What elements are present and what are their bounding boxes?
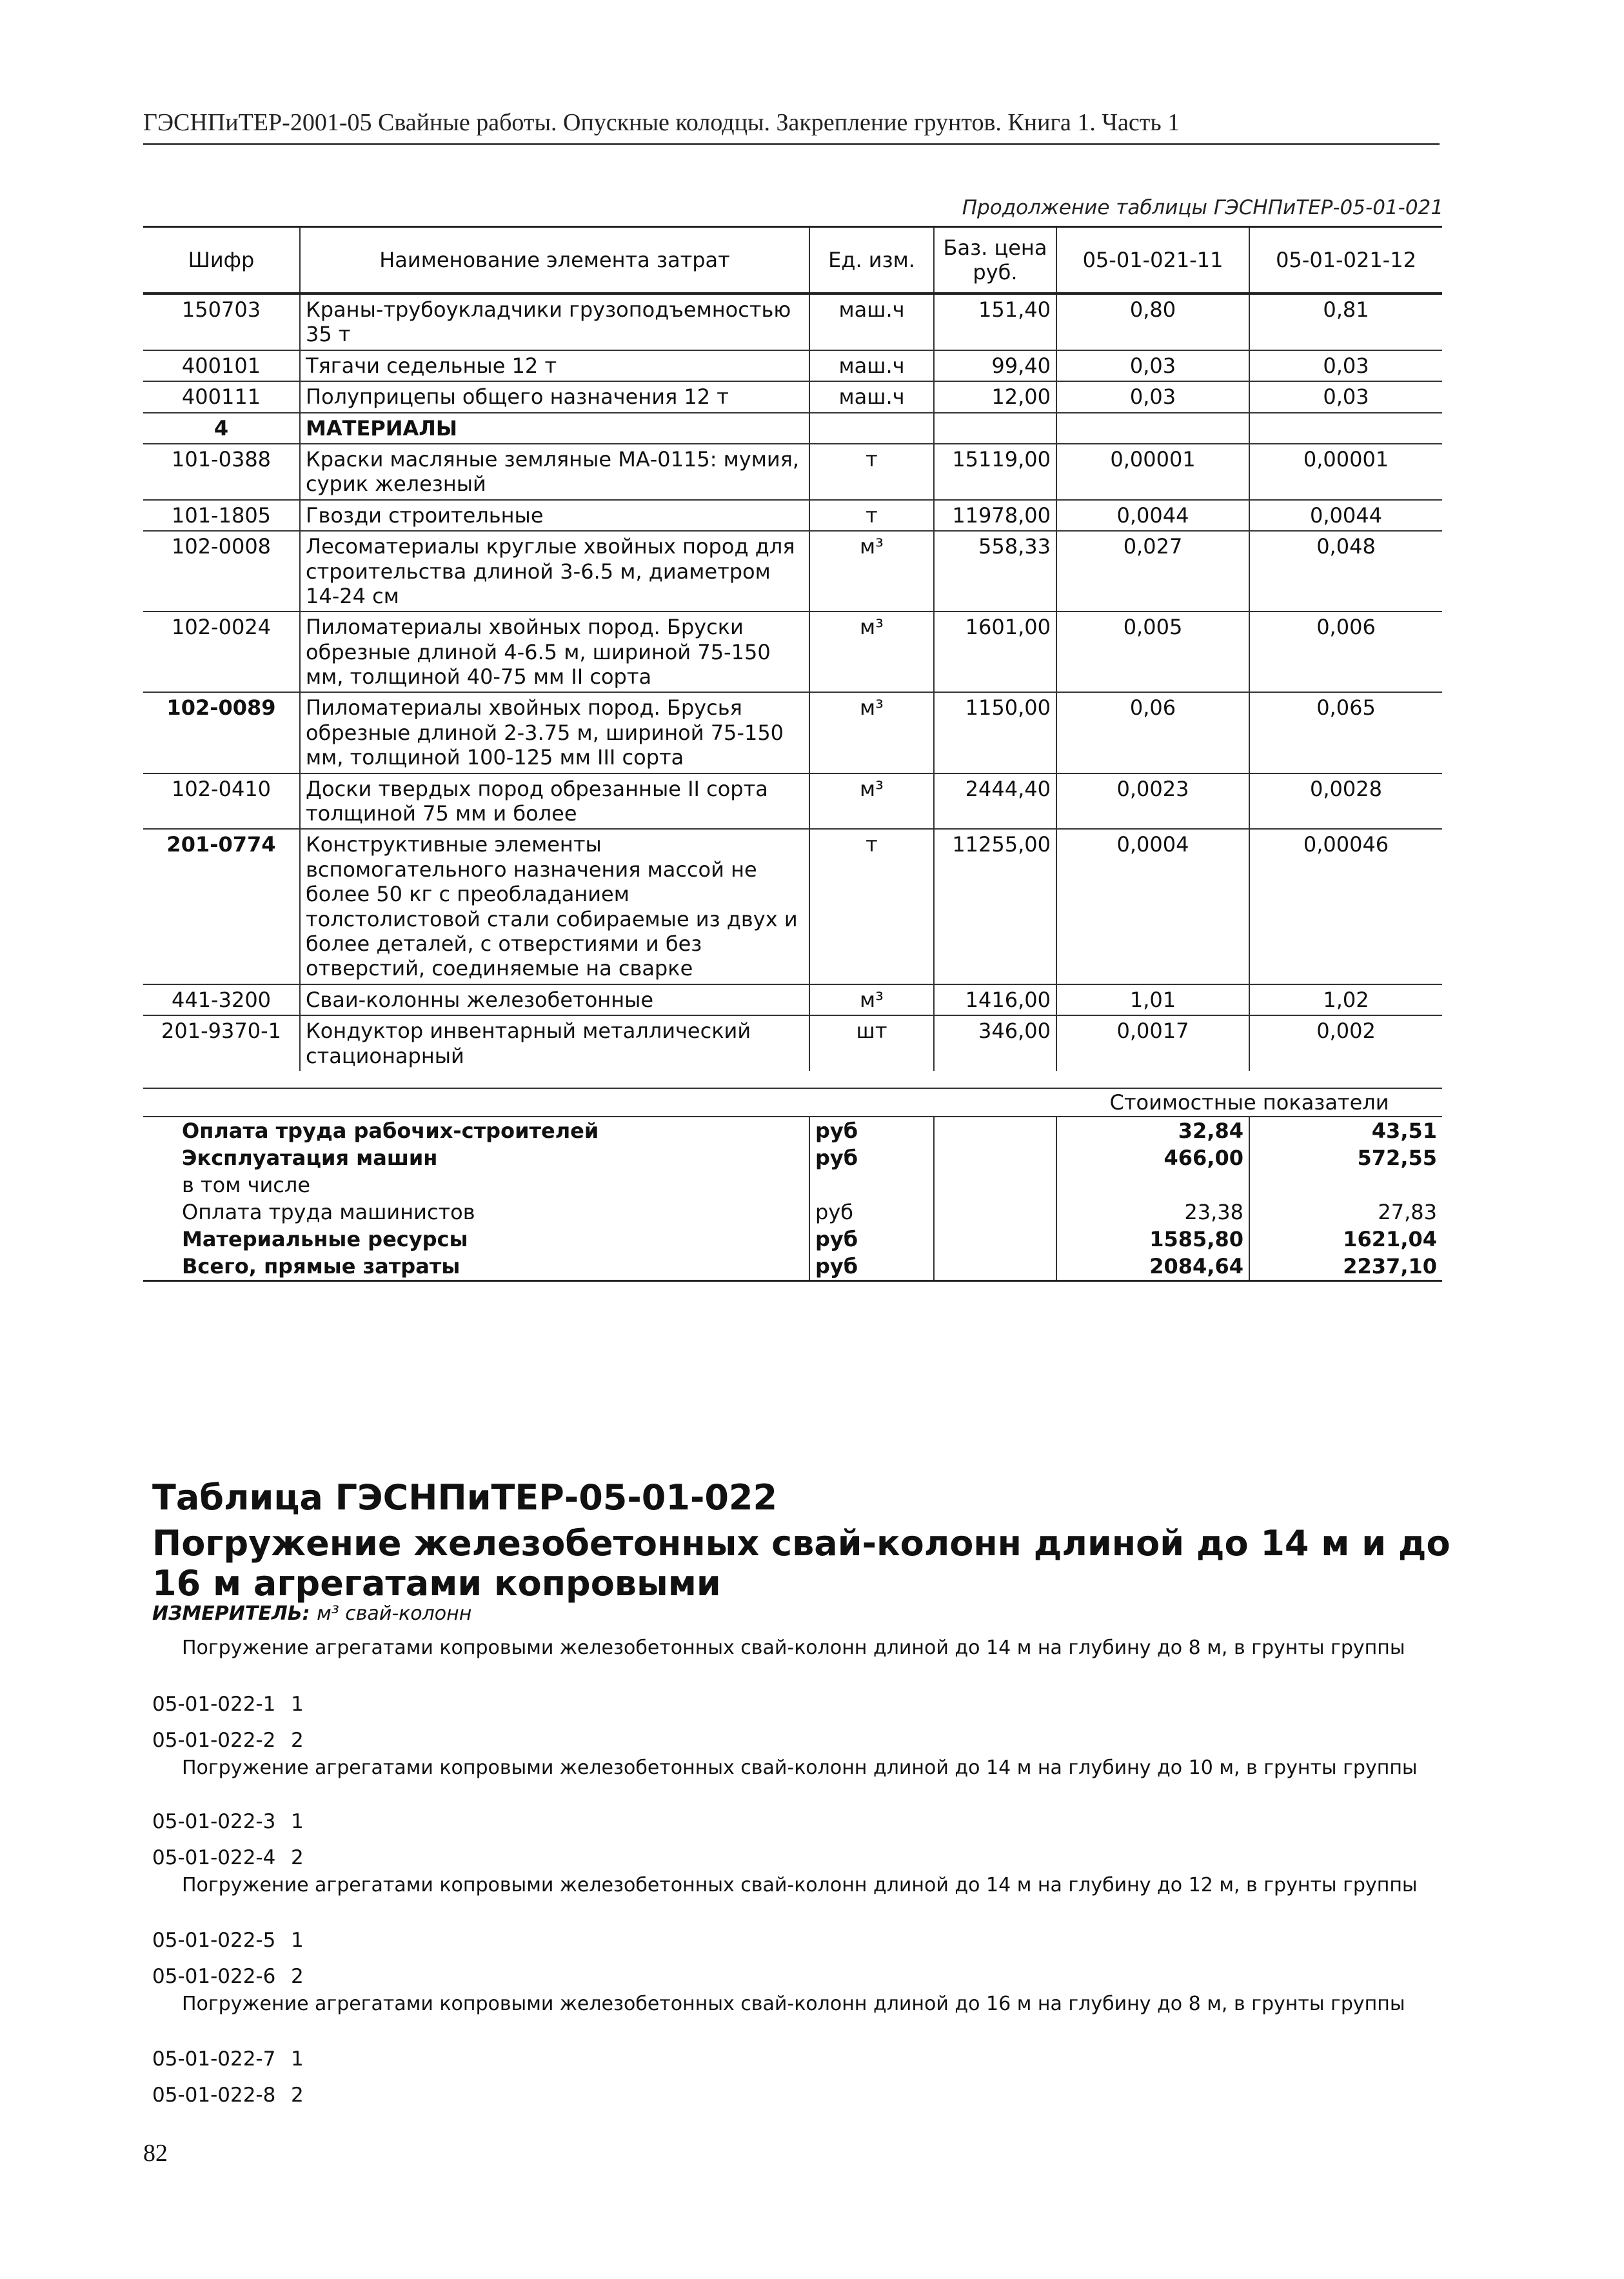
col-header-name: Наименование элемента затрат xyxy=(300,227,809,294)
cell-code: 101-0388 xyxy=(143,444,300,500)
cost-value-11: 466,00 xyxy=(1056,1144,1249,1171)
resource-table xyxy=(143,226,1442,1282)
meter-label: ИЗМЕРИТЕЛЬ: xyxy=(152,1602,310,1625)
table-row xyxy=(143,350,1442,381)
cell-norm-11: 0,00001 xyxy=(1056,444,1249,500)
cost-unit: руб xyxy=(809,1117,934,1144)
group-description: Погружение агрегатами копровыми железобетонных свай-колонн длиной до 16 м на глубину до 8 м, в грунты группы xyxy=(182,1993,1405,2015)
cell-norm-11: 1,01 xyxy=(1056,984,1249,1015)
cell-norm-12: 0,0028 xyxy=(1249,773,1442,830)
cost-row xyxy=(143,1171,1442,1199)
cell-norm-12: 0,002 xyxy=(1249,1015,1442,1071)
page-number: 82 xyxy=(143,2140,168,2167)
cell-price: 558,33 xyxy=(934,531,1056,612)
cell-code: 102-0410 xyxy=(143,773,300,830)
table-row xyxy=(143,294,1442,350)
list-item xyxy=(152,1846,304,1869)
cell-code: 102-0089 xyxy=(143,692,300,773)
table-row xyxy=(143,984,1442,1015)
cell-unit: т xyxy=(809,829,934,984)
cost-row-total xyxy=(143,1253,1442,1281)
cell-name: Пиломатериалы хвойных пород. Брусья обрезные длиной 2-3.75 м, шириной 75-150 мм, толщиной 100-125 мм III сорта xyxy=(300,692,809,773)
cell-norm-12: 0,0044 xyxy=(1249,500,1442,531)
cost-value-12: 43,51 xyxy=(1371,1119,1437,1144)
cell-name: Лесоматериалы круглые хвойных пород для строительства длиной 3-6.5 м, диаметром 14-24 см xyxy=(300,531,809,612)
cost-row xyxy=(143,1144,1442,1171)
cell-code: 441-3200 xyxy=(143,984,300,1015)
norm-code: 05-01-022-8 xyxy=(152,2084,276,2107)
section-title: МАТЕРИАЛЫ xyxy=(300,413,809,444)
cell-name: Кондуктор инвентарный металлический стационарный xyxy=(300,1015,809,1071)
group-description: Погружение агрегатами копровыми железобетонных свай-колонн длиной до 14 м на глубину до 8 м, в грунты группы xyxy=(182,1637,1405,1659)
cost-label: Оплата труда рабочих-строителей xyxy=(143,1117,809,1144)
list-item xyxy=(152,2047,304,2071)
norm-code: 05-01-022-4 xyxy=(152,1846,276,1869)
col-header-norm-11: 05-01-021-11 xyxy=(1056,227,1249,294)
cost-label: Оплата труда машинистов xyxy=(143,1199,809,1226)
cell-norm-11: 0,0023 xyxy=(1056,773,1249,830)
cell-name: Гвозди строительные xyxy=(300,500,809,531)
soil-group: 2 xyxy=(291,1965,304,1988)
cell-name: Тягачи седельные 12 т xyxy=(300,350,809,381)
cost-header-row xyxy=(143,1088,1442,1117)
group-description: Погружение агрегатами копровыми железобетонных свай-колонн длиной до 14 м на глубину до 12 м, в грунты группы xyxy=(182,1874,1418,1896)
norm-code: 05-01-022-3 xyxy=(152,1810,276,1833)
cost-unit: руб xyxy=(809,1199,934,1226)
cost-label: Материальные ресурсы xyxy=(143,1226,809,1253)
soil-group: 2 xyxy=(291,2084,304,2107)
cell-norm-11: 0,0044 xyxy=(1056,500,1249,531)
group-description: Погружение агрегатами копровыми железобетонных свай-колонн длиной до 14 м на глубину до 10 м, в грунты группы xyxy=(182,1757,1418,1779)
section-title: Таблица ГЭСНПиТЕР-05-01-022 xyxy=(152,1477,778,1518)
cell-norm-11: 0,03 xyxy=(1056,350,1249,381)
cell-price: 99,40 xyxy=(934,350,1056,381)
norm-code: 05-01-022-1 xyxy=(152,1693,276,1716)
cell-unit: шт xyxy=(809,1015,934,1071)
cell-code: 150703 xyxy=(143,294,300,350)
cell-name: Полуприцепы общего назначения 12 т xyxy=(300,381,809,412)
cost-row xyxy=(143,1226,1442,1253)
table-row xyxy=(143,692,1442,773)
list-item xyxy=(152,1693,304,1716)
col-header-norm-12: 05-01-021-12 xyxy=(1249,227,1442,294)
cell-unit: маш.ч xyxy=(809,381,934,412)
soil-group: 1 xyxy=(291,1929,304,1952)
cell-price: 2444,40 xyxy=(934,773,1056,830)
cell-name: Конструктивные элементы вспомогательного назначения массой не более 50 кг с преобладанием толстолистовой стали собираемые из двух и более деталей, с отверстиями и без отверстий, соединяемые на сварке xyxy=(300,829,809,984)
table-row xyxy=(143,612,1442,692)
cell-price: 346,00 xyxy=(934,1015,1056,1071)
list-item xyxy=(152,1729,304,1752)
norm-code: 05-01-022-2 xyxy=(152,1729,276,1752)
soil-group: 1 xyxy=(291,1693,304,1716)
page-header: ГЭСНПиТЕР-2001-05 Свайные работы. Опускные колодцы. Закрепление грунтов. Книга 1. Часть 1 xyxy=(143,108,1440,145)
norm-code: 05-01-022-6 xyxy=(152,1965,276,1988)
meter-line xyxy=(152,1602,471,1625)
section-code: 4 xyxy=(143,413,300,444)
cell-unit: м³ xyxy=(809,612,934,692)
cost-label: Всего, прямые затраты xyxy=(143,1253,809,1281)
cell-price: 11978,00 xyxy=(934,500,1056,531)
cost-value-11: 1585,80 xyxy=(1056,1226,1249,1253)
section-subtitle: Погружение железобетонных свай-колонн длиной до 14 м и до 16 м агрегатами копровыми xyxy=(152,1523,1451,1604)
cell-code: 102-0024 xyxy=(143,612,300,692)
table-row xyxy=(143,444,1442,500)
cost-header: Стоимостные показатели xyxy=(1056,1088,1442,1117)
soil-group: 2 xyxy=(291,1729,304,1752)
cell-code: 102-0008 xyxy=(143,531,300,612)
cell-name: Краски масляные земляные МА-0115: мумия, сурик железный xyxy=(300,444,809,500)
list-item xyxy=(152,1965,304,1988)
cell-price: 1150,00 xyxy=(934,692,1056,773)
cell-norm-11: 0,06 xyxy=(1056,692,1249,773)
cell-unit: маш.ч xyxy=(809,350,934,381)
list-item xyxy=(152,1810,304,1833)
cell-code: 201-9370-1 xyxy=(143,1015,300,1071)
cost-value-11: 2084,64 xyxy=(1056,1253,1249,1281)
table-row xyxy=(143,1015,1442,1071)
cell-price: 1416,00 xyxy=(934,984,1056,1015)
table-header-row xyxy=(143,227,1442,294)
cell-name: Сваи-колонны железобетонные xyxy=(300,984,809,1015)
norm-code: 05-01-022-5 xyxy=(152,1929,276,1952)
section-row-materials xyxy=(143,413,1442,444)
cell-norm-12: 0,048 xyxy=(1249,531,1442,612)
cell-unit: маш.ч xyxy=(809,294,934,350)
cost-unit: руб xyxy=(809,1253,934,1281)
cost-row xyxy=(143,1199,1442,1226)
cell-norm-11: 0,0004 xyxy=(1056,829,1249,984)
cell-unit: т xyxy=(809,444,934,500)
cell-unit: м³ xyxy=(809,531,934,612)
cost-value-12: 572,55 xyxy=(1357,1146,1437,1171)
norm-code: 05-01-022-7 xyxy=(152,2047,276,2071)
cell-norm-11: 0,03 xyxy=(1056,381,1249,412)
cell-unit: м³ xyxy=(809,692,934,773)
col-header-unit: Ед. изм. xyxy=(809,227,934,294)
cell-norm-12: 0,065 xyxy=(1249,692,1442,773)
soil-group: 1 xyxy=(291,2047,304,2071)
cell-norm-11: 0,80 xyxy=(1056,294,1249,350)
soil-group: 2 xyxy=(291,1846,304,1869)
cost-label: в том числе xyxy=(143,1171,809,1199)
soil-group: 1 xyxy=(291,1810,304,1833)
cell-code: 400111 xyxy=(143,381,300,412)
cell-norm-12: 1,02 xyxy=(1249,984,1442,1015)
table-row xyxy=(143,773,1442,830)
cell-name: Доски твердых пород обрезанные II сорта толщиной 75 мм и более xyxy=(300,773,809,830)
cost-value-12: 1621,04 xyxy=(1343,1227,1437,1252)
cell-norm-11: 0,0017 xyxy=(1056,1015,1249,1071)
cell-name: Краны-трубоукладчики грузоподъемностью 35 т xyxy=(300,294,809,350)
cell-price: 151,40 xyxy=(934,294,1056,350)
cost-value-11 xyxy=(1056,1171,1249,1199)
list-item xyxy=(152,2084,304,2107)
cell-unit: м³ xyxy=(809,773,934,830)
cell-norm-11: 0,027 xyxy=(1056,531,1249,612)
cost-unit: руб xyxy=(809,1226,934,1253)
cost-row xyxy=(143,1117,1442,1144)
col-header-price: Баз. цена руб. xyxy=(934,227,1056,294)
cell-norm-12: 0,00001 xyxy=(1249,444,1442,500)
cell-code: 201-0774 xyxy=(143,829,300,984)
cell-price: 1601,00 xyxy=(934,612,1056,692)
cell-norm-11: 0,005 xyxy=(1056,612,1249,692)
cost-label: Эксплуатация машин xyxy=(143,1144,809,1171)
cost-value-12 xyxy=(1249,1171,1442,1199)
meter-unit: м³ свай-колонн xyxy=(317,1602,472,1625)
table-row xyxy=(143,500,1442,531)
cell-norm-12: 0,006 xyxy=(1249,612,1442,692)
cell-norm-12: 0,03 xyxy=(1249,381,1442,412)
table-row xyxy=(143,381,1442,412)
cost-unit xyxy=(809,1171,934,1199)
table-continuation-note: Продолжение таблицы ГЭСНПиТЕР-05-01-021 xyxy=(962,196,1443,219)
cell-norm-12: 0,00046 xyxy=(1249,829,1442,984)
cell-price: 15119,00 xyxy=(934,444,1056,500)
col-header-code: Шифр xyxy=(143,227,300,294)
table-row xyxy=(143,531,1442,612)
cell-name: Пиломатериалы хвойных пород. Бруски обрезные длиной 4-6.5 м, шириной 75-150 мм, толщиной 40-75 мм II сорта xyxy=(300,612,809,692)
cell-code: 400101 xyxy=(143,350,300,381)
cost-value-12: 2237,10 xyxy=(1249,1253,1442,1281)
table-spacer-row xyxy=(143,1071,1442,1088)
cost-value-11: 23,38 xyxy=(1056,1199,1249,1226)
cell-price: 12,00 xyxy=(934,381,1056,412)
cell-norm-12: 0,81 xyxy=(1323,297,1369,322)
cell-unit: т xyxy=(809,500,934,531)
list-item xyxy=(152,1929,304,1952)
table-row xyxy=(143,829,1442,984)
cell-norm-12: 0,03 xyxy=(1249,350,1442,381)
cell-unit: м³ xyxy=(809,984,934,1015)
cost-unit: руб xyxy=(809,1144,934,1171)
cell-price: 11255,00 xyxy=(934,829,1056,984)
cell-code: 101-1805 xyxy=(143,500,300,531)
cost-value-12: 27,83 xyxy=(1378,1200,1437,1225)
cost-value-11: 32,84 xyxy=(1056,1117,1249,1144)
